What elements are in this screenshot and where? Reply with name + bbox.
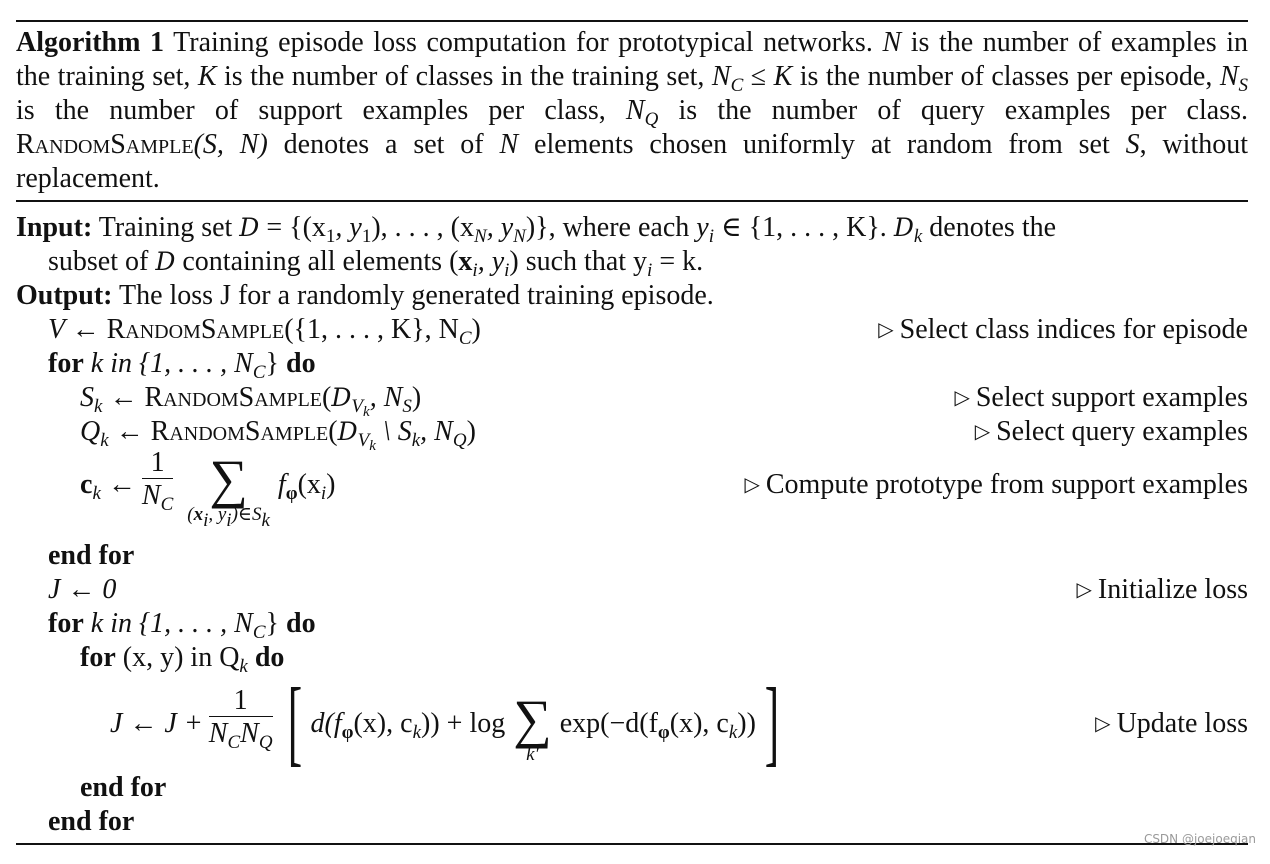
sum-symbol-2: ∑ k′ bbox=[513, 689, 552, 765]
step-init-loss: J ← 0 ▷ Initialize loss bbox=[0, 573, 1248, 607]
comment-update-loss: ▷ Update loss bbox=[1095, 708, 1248, 739]
for-loop-3: for (x, y) in $Q_k$ do bbox=[80, 642, 285, 677]
output-label: Output: bbox=[16, 280, 113, 311]
triangle-icon: ▷ bbox=[878, 319, 894, 341]
triangle-icon: ▷ bbox=[954, 387, 970, 409]
comment-query: ▷ Select query examples bbox=[974, 416, 1248, 447]
mid-rule bbox=[16, 200, 1248, 202]
end-for-2: end for bbox=[80, 772, 167, 803]
end-for-1: end for bbox=[48, 540, 135, 571]
right-bracket: ] bbox=[764, 668, 780, 775]
top-rule bbox=[16, 20, 1248, 22]
step-prototype: $c_k$ ← $\frac{1}{N_C}$ ∑ ($x_i$, $y_i)\in S_k$ $f_\varphi(x_i)$ ▷ Compute prototype from support examples bbox=[80, 447, 1248, 531]
step-select-classes: V ← RandomSample({1, . . . , K}, $N_C$) ▷ Select class indices for episode bbox=[48, 314, 1248, 349]
output-line: Output: The loss J for a randomly generated training episode. bbox=[16, 280, 714, 311]
left-bracket: [ bbox=[287, 668, 302, 775]
comment-init-loss: ▷ Initialize loss bbox=[1076, 574, 1248, 605]
sum-symbol: ∑ ($x_i$, $y_i)\in S_k$ bbox=[187, 449, 270, 531]
input-line-2: subset of D containing all elements ($x_i$, $y_i$) such that $y_i = k$. bbox=[48, 246, 704, 281]
bottom-rule bbox=[16, 843, 1248, 845]
triangle-icon: ▷ bbox=[974, 421, 991, 443]
step-query: $Q_k$ ← $RandomSample(D_{V_k}$ \ $S_k$, $N_Q$) ▷ Select query examples bbox=[80, 416, 1248, 454]
triangle-icon: ▷ bbox=[1095, 713, 1111, 735]
fraction-1-over-nc: $\frac{1}{N_C}$ bbox=[141, 447, 174, 515]
step-update-loss: J ← J + $\frac{1}{N_CN_Q}$ [ $d(f_\varphi(x)$, $c_k)) + \log$ ∑ k′ $\exp(-d(f_\varphi(x)$, $c_k$)) ] ▷ Update loss bbox=[110, 668, 1248, 775]
algorithm-caption: Algorithm 1 Training episode loss computation for prototypical networks. N is the number of examples in the training set, K is the number of classes in the training set, $N_C \le K$ is the number of classes per episode, $N_S$ is the number of support examples per class, $N_Q$ is the number of query examples per class. RandomSample(S, N) denotes a set of N elements chosen uniformly at random from set S, without replacement. bbox=[16, 27, 1249, 194]
comment-prototype: ▷ Compute prototype from support examples bbox=[744, 469, 1248, 500]
triangle-icon: ▷ bbox=[1076, 579, 1092, 601]
comment-support: ▷ Select support examples bbox=[954, 382, 1248, 413]
step-support: $S_k$ ← $RandomSample(D_{V_k}$, $N_S$) ▷ Select support examples bbox=[80, 382, 1248, 420]
watermark: CSDN @joejoeqian bbox=[1143, 832, 1256, 846]
end-for-3: end for bbox=[48, 806, 135, 837]
input-label: Input: bbox=[16, 212, 93, 243]
comment-select-classes: ▷ Select class indices for episode bbox=[878, 314, 1248, 345]
fraction-1-over-ncnq: $\frac{1}{N_CN_Q}$ bbox=[208, 685, 273, 753]
for-loop-2: for k in {1, . . . , $N_C$} do bbox=[48, 608, 316, 643]
algorithm-label: Algorithm 1 bbox=[16, 27, 165, 58]
triangle-icon: ▷ bbox=[744, 474, 760, 496]
for-loop-1: for k in {1, . . . , $N_C$} do bbox=[48, 348, 316, 383]
input-line-1: Input: Training set $D = \{(x_1$, $y_1$), . . . , ($x_N$, $y_N$)}, where each $y_i$ ∈ {1, . . . , K}. $D_k$ denotes the bbox=[16, 212, 1057, 247]
